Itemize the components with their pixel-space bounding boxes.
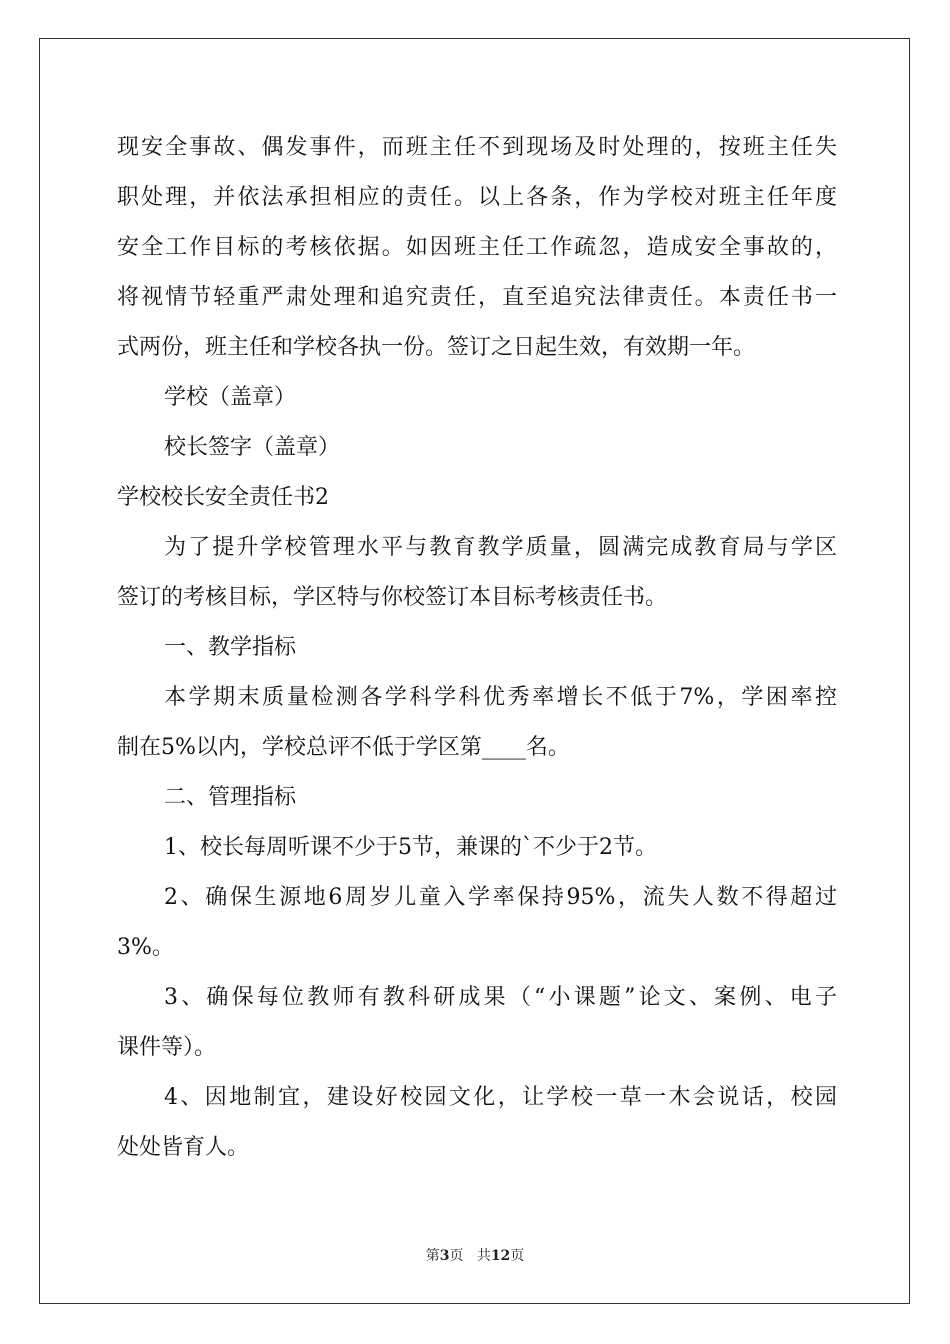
item-3-line-1: 3、确保每位教师有教科研成果（“小课题”论文、案例、电子	[164, 985, 837, 1010]
footer-total-suffix: 页	[510, 1248, 525, 1264]
item-3-line-2: 课件等）。	[117, 1035, 217, 1060]
page-border	[39, 38, 910, 1304]
item-2-line-1: 2、确保生源地6周岁儿童入学率保持95%，流失人数不得超过	[164, 885, 837, 910]
footer-page-suffix: 页	[449, 1248, 464, 1264]
item-4-line-2: 处处皆育人。	[117, 1135, 250, 1160]
section-title: 学校校长安全责任书2	[117, 485, 329, 510]
body-line-4: 将视情节轻重严肃处理和追究责任，直至追究法律责任。本责任书一	[117, 285, 837, 310]
heading-management-indicators: 二、管理指标	[164, 785, 297, 810]
item-2-line-2: 3%。	[117, 935, 174, 960]
body-line-2: 职处理，并依法承担相应的责任。以上各条，作为学校对班主任年度	[117, 185, 837, 210]
intro-line-2: 签订的考核目标，学区特与你校签订本目标考核责任书。	[117, 585, 668, 610]
footer-page-prefix: 第	[425, 1248, 440, 1264]
teaching-line-1: 本学期末质量检测各学科学科优秀率增长不低于7%，学困率控	[164, 685, 837, 710]
page-footer	[0, 1246, 950, 1266]
body-line-1: 现安全事故、偶发事件，而班主任不到现场及时处理的，按班主任失	[117, 135, 837, 160]
body-line-5: 式两份，班主任和学校各执一份。签订之日起生效，有效期一年。	[117, 335, 756, 360]
footer-total-pages: 12	[490, 1248, 511, 1264]
principal-signature-line: 校长签字（盖章）	[164, 435, 341, 460]
footer-page-number: 3	[439, 1248, 450, 1264]
item-1: 1、校长每周听课不少于5节，兼课的`不少于2节。	[164, 835, 657, 860]
item-4-line-1: 4、因地制宜，建设好校园文化，让学校一草一木会说话，校园	[164, 1085, 837, 1110]
footer-total-prefix: 共	[476, 1248, 491, 1264]
body-line-3: 安全工作目标的考核依据。如因班主任工作疏忽，造成安全事故的，	[117, 235, 837, 260]
school-seal-line: 学校（盖章）	[164, 385, 297, 410]
intro-line-1: 为了提升学校管理水平与教育教学质量，圆满完成教育局与学区	[164, 535, 837, 560]
heading-teaching-indicators: 一、教学指标	[164, 635, 297, 660]
teaching-line-2: 制在5%以内，学校总评不低于学区第____名。	[117, 735, 570, 760]
